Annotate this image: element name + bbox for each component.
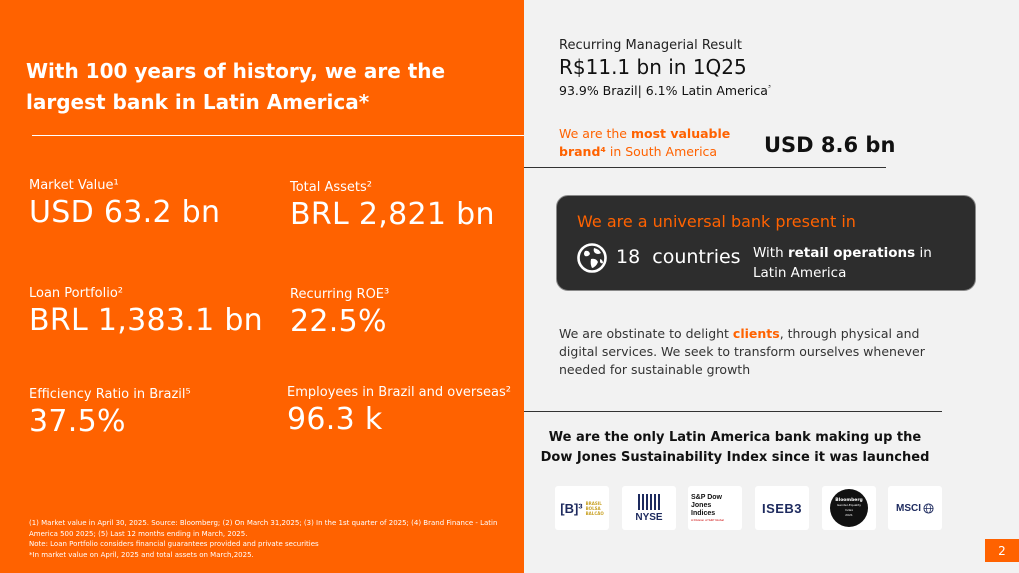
brand-highlight: most valuable brand⁴ — [559, 126, 731, 159]
b3-logo — [555, 486, 609, 530]
metric-value: USD 63.2 bn — [29, 195, 221, 230]
metric-value: 22.5% — [290, 304, 387, 339]
retail-bold: retail operations — [787, 245, 916, 261]
metric-total-assets — [290, 180, 495, 234]
split-note: ³ — [767, 83, 771, 92]
clients-suffix: , through physical and digital services. We seek to transform ourselves whenever needed for sustainable growth — [559, 326, 925, 377]
retail-prefix: With — [753, 245, 788, 261]
clients-prefix: We are obstinate to delight — [559, 326, 733, 341]
metric-loan-portfolio — [29, 286, 263, 340]
nyse-text: NYSE — [635, 511, 663, 523]
metric-value: BRL 2,821 bn — [290, 197, 495, 232]
b3-text: BALCÃO — [585, 510, 604, 516]
bloomberg-text: Bloomberg — [835, 498, 863, 503]
brand-prefix: We are the — [559, 126, 631, 141]
msci-logo — [888, 486, 942, 530]
iseb3-logo — [755, 486, 809, 530]
retail-suffix: in Latin America — [753, 245, 932, 281]
bloomberg-text: Index — [844, 508, 854, 512]
count-label: countries — [652, 246, 741, 268]
msci-globe-icon — [923, 503, 934, 514]
metric-label: Recurring ROE³ — [290, 287, 390, 302]
djsi-statement: We are the only Latin America bank making up the Dow Jones Sustainability Index since it was launched — [540, 430, 930, 465]
countries-count — [616, 246, 741, 268]
msci-text: MSCI — [896, 502, 921, 514]
brand-statement — [559, 125, 749, 161]
page-number: 2 — [985, 539, 1019, 562]
recurring-result-value: R$11.1 bn in 1Q25 — [559, 55, 747, 79]
metric-label: Loan Portfolio² — [29, 286, 123, 301]
recurring-result-title: Recurring Managerial Result — [559, 38, 743, 53]
brand-value: USD 8.6 bn — [764, 133, 896, 157]
bloomberg-gei-logo — [822, 486, 876, 530]
retail-operations-text — [753, 243, 963, 283]
split-text: 93.9% Brazil| 6.1% Latin America — [559, 83, 768, 98]
globe-icon — [576, 242, 608, 274]
footnote: *In market value on April, 2025 and total assets on March,2025. — [29, 550, 254, 559]
bloomberg-text: Gender-Equality — [836, 503, 862, 507]
metric-value: 96.3 k — [287, 402, 383, 437]
metric-value: 37.5% — [29, 404, 126, 439]
sp-text: Indices — [691, 509, 716, 517]
metric-label: Efficiency Ratio in Brazil⁵ — [29, 387, 191, 402]
footnote: (1) Market value in April 30, 2025. Source: Bloomberg; (2) On March 31,2025; (3) In the 1st quarter of 2025; (4) Brand Finance - Latin America 500 2025; (5) Last 12 months ending in March, 2025. — [29, 519, 498, 538]
bloomberg-year: 2021 — [845, 513, 853, 517]
metric-efficiency-ratio — [29, 387, 191, 441]
recurring-result-split — [559, 83, 771, 98]
metric-value: BRL 1,383.1 bn — [29, 303, 263, 338]
brand-suffix: in South America — [605, 144, 718, 159]
metric-employees — [287, 385, 511, 439]
b3-mark: [B]³ — [560, 500, 583, 516]
divider-brand — [524, 167, 886, 168]
metric-market-value — [29, 178, 220, 232]
divider-djsi — [524, 411, 942, 412]
clients-highlight: clients — [732, 326, 780, 341]
divider-left — [32, 135, 524, 136]
clients-statement — [559, 325, 959, 379]
metric-recurring-roe — [290, 287, 389, 341]
iseb3-text: ISEB3 — [761, 500, 803, 516]
nyse-logo — [622, 486, 676, 530]
sp-subtext: A Division of S&P Global — [691, 517, 724, 522]
metric-label: Employees in Brazil and overseas² — [287, 385, 511, 400]
universal-bank-title: We are a universal bank present in — [577, 212, 856, 231]
footnote: Note: Loan Portfolio considers financial guarantees provided and private securities — [29, 540, 319, 548]
b3-text: BOLSA — [585, 505, 601, 511]
metric-label: Total Assets² — [290, 180, 373, 195]
footnotes — [29, 518, 499, 560]
page-title: With 100 years of history, we are the largest bank in Latin America* — [26, 59, 446, 114]
sp-text: S&P Dow Jones — [691, 493, 722, 509]
sp-dow-jones-logo — [688, 486, 742, 530]
nyse-columns-icon — [637, 494, 661, 510]
b3-text: BRASIL — [585, 500, 602, 506]
metric-label: Market Value¹ — [29, 178, 119, 193]
count-number: 18 — [616, 246, 641, 268]
